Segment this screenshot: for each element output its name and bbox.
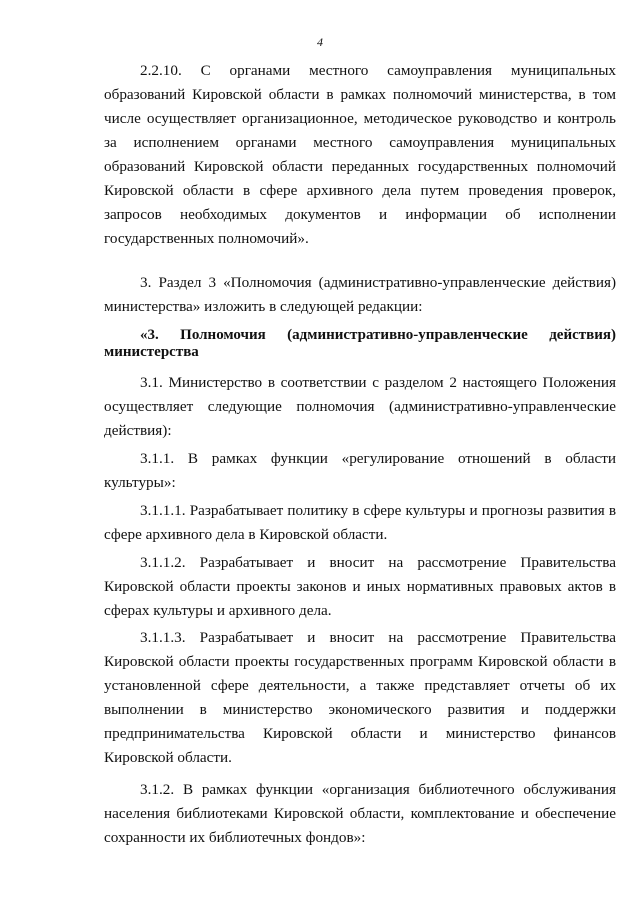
paragraph-3-1-1: 3.1.1. В рамках функции «регулирование отношений в области культуры»: (104, 450, 616, 492)
paragraph-amendment-3: 3. Раздел 3 «Полномочия (административно-управленческие действия) министерства» изложить в следующей редакции: (104, 274, 616, 316)
paragraph-3-1: 3.1. Министерство в соответствии с разделом 2 настоящего Положения осуществляет следующие полномочия (административно-управленческие действия): (104, 374, 616, 440)
section-heading-3: «3. Полномочия (административно-управленческие действия) министерства (104, 327, 616, 360)
paragraph-3-1-1-1: 3.1.1.1. Разрабатывает политику в сфере культуры и прогнозы развития в сфере архивного дела в Кировской области. (104, 502, 616, 544)
paragraph-2-2-10: 2.2.10. С органами местного самоуправления муниципальных образований Кировской области в рамках полномочий министерства, в том числе осуществляет организационное, методическое руководство и контроль за исполнением органами местного самоуправления муниципальных образований Кировской области переданных государственных полномочий Кировской области в сфере архивного дела путем проведения проверок, запросов необходимых документов и информации об исполнении государственных полномочий». (104, 62, 616, 248)
paragraph-3-1-1-2: 3.1.1.2. Разрабатывает и вносит на рассмотрение Правительства Кировской области проекты законов и иных нормативных правовых актов в сферах культуры и архивного дела. (104, 554, 616, 620)
paragraph-3-1-2: 3.1.2. В рамках функции «организация библиотечного обслуживания населения библиотеками Кировской области, комплектование и обеспечение сохранности их библиотечных фондов»: (104, 781, 616, 847)
paragraph-3-1-1-3: 3.1.1.3. Разрабатывает и вносит на рассмотрение Правительства Кировской области проекты государственных программ Кировской области в установленной сфере деятельности, а также представляет отчеты об их выполнении в министерство экономического развития и поддержки предпринимательства Кировской области и министерство финансов Кировской области. (104, 629, 616, 767)
page-number: 4 (317, 35, 323, 49)
